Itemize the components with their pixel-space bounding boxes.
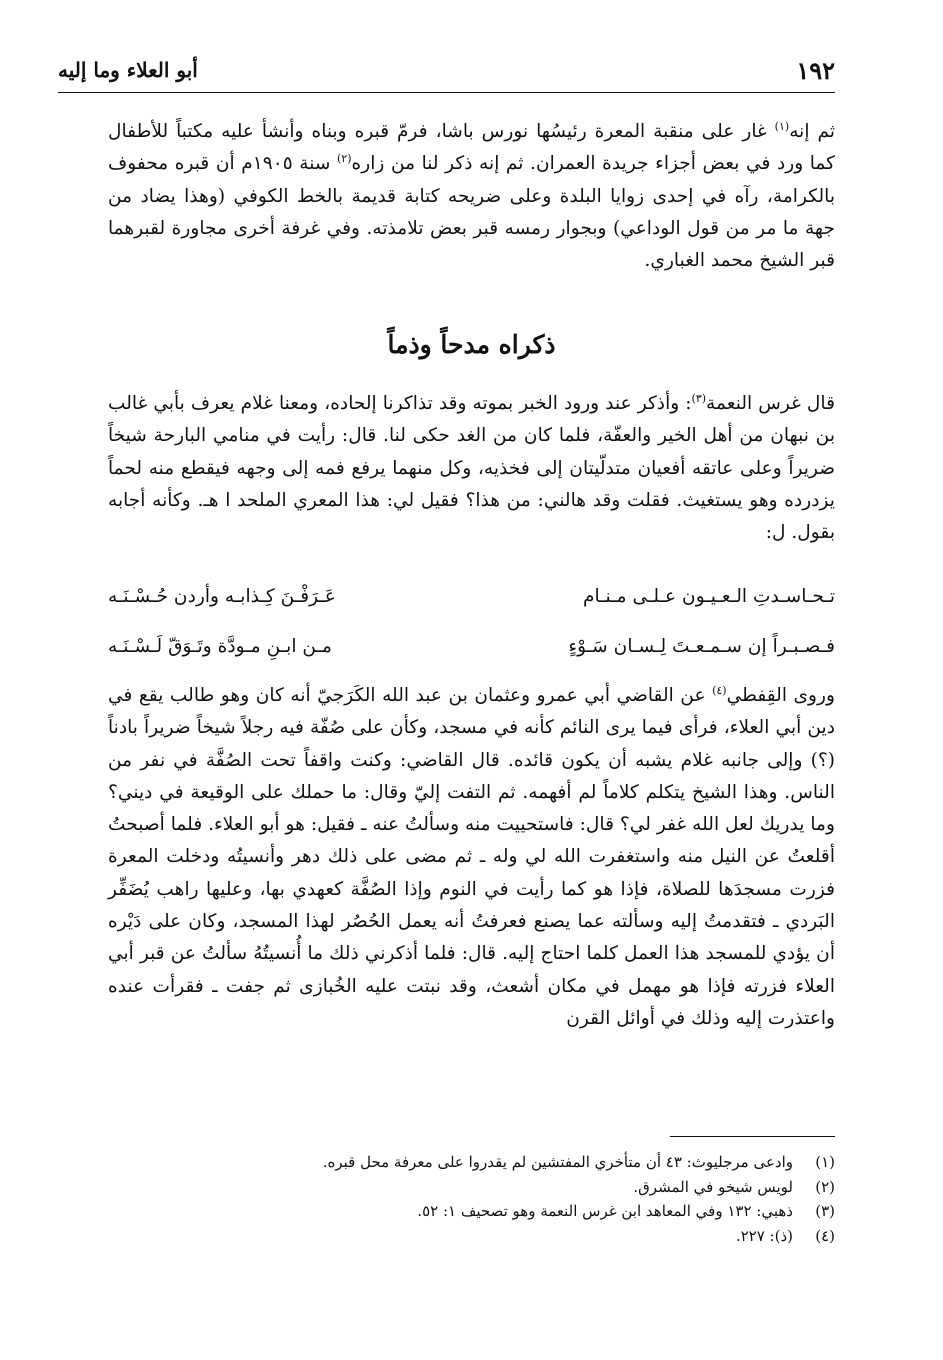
- paragraph-text: وروى القِفطي$^{(٤)}$ عن القاضي أبي عمرو وعثمان بن عبد الله الكَرَجيّ أنه كان وهو طالب يقع في دين أبي العلاء، فرأى فيما يرى النائم كأنه في مسجد، وكأن على صُفّة فيه رجلاً شيخاً ضريراً بادناً (؟) وإلى جانبه غلام يشبه أن يكون قائده. قال القاضي: وكنت واقفاً تحت الصُفَّة في نفر من الناس. وهذا الشيخ يتكلم كلاماً لم أفهمه. ثم التفت إليّ وقال: ما حملك على الوقيعة في ديني؟ وما يدريك لعل الله غفر لي؟ قال: فاستحييت منه وسألتُ عنه ـ فقيل: هو أبو العلاء. فلما أصبحتُ أقلعتُ عن النيل منه واستغفرت الله لي وله ـ ثم مضى على ذلك دهر وأنسيتُه ودخلت المعرة فزرت مسجدَها للصلاة، فإذا هو كما رأيت في النوم وإذا الصُفَّة كعهدي بها، وعليها راهب يُضَفِّر البَردي ـ فتقدمتُ إليه وسألته عما يصنع فعرفتُ أنه يعمل الحُصُر لهذا المسجد، وكان على دَيْره أن يؤدي للمسجد هذا العمل كلما احتاج إليه. قال: فلما أذكرني ذلك ما أُنسيتُهُ سألتُ عن قبر أبي العلاء فزرته فإذا هو مهمل في مكان أشعث، وقد نبتت عليه الخُبازى ثم جفت ـ فقرأت عنده واعتذرت إليه وذلك في أوائل القرن: [108, 683, 835, 1029]
- verse-second-hemistich: مـن ابـنِ مـودَّة وتَـوَقّ لَـسْـنَـه: [108, 636, 332, 657]
- paragraph-qifti: [108, 680, 835, 1035]
- footnote-divider: [670, 1136, 835, 1137]
- section-heading: ذكراه مدحاً وذماً: [387, 330, 556, 359]
- footnote-text: ذهبي: ١٣٢ وفي المعاهد ابن غرس النعمة وهو تصحيف ١: ٥٢.: [417, 1202, 793, 1220]
- book-title: أبو العلاء وما إليه: [58, 58, 198, 82]
- paragraph-tomb: [108, 116, 835, 277]
- footnote-number: (٢): [815, 1177, 835, 1196]
- footnote-ref: (٤): [712, 683, 727, 697]
- footnote-ref: (٢): [337, 152, 352, 166]
- running-head: [58, 52, 835, 93]
- footnote: [108, 1199, 835, 1224]
- verse-line: [108, 586, 835, 618]
- verse-line: [108, 636, 835, 668]
- footnote: [108, 1150, 835, 1175]
- paragraph-dream: [108, 388, 835, 549]
- verse-second-hemistich: عَـرَفْـنَ كِـذابـه وأردن حُـسْـنَـه: [108, 586, 336, 607]
- footnote-ref: (٣): [691, 391, 707, 405]
- paragraph-text: ثم إنه$^{(١)}$ غار على منقبة المعرة رئيسُها نورس باشا، فرمّ قبره وبناه وأنشأ عليه مكتباً للأطفال كما ورد في بعض أجزاء جريدة العمران. ثم إنه ذكر لنا من زاره$^{(٢)}$ سنة ١٩٠٥م أن قبره محفوف بالكرامة، رآه في إحدى زوايا البلدة وعلى ضريحه كتابة قديمة بالخط الكوفي (وهذا يضاد من جهة ما مر من قول الوداعي) وبجوار رمسه قبر بعض تلامذته. وفي غرفة أخرى مجاورة لقبرهما قبر الشيخ محمد الغباري.: [108, 119, 836, 272]
- footnote-number: (٣): [815, 1202, 835, 1220]
- paragraph-text: قال غرس النعمة$^{(٣)}$: وأذكر عند ورود الخبر بموته وقد تذاكرنا إلحاده، ومعنا غلام يعرف بأبي غالب بن نبهان من أهل الخير والعفّة، فلما كان من الغد حكى لنا. قال: رأيت في منامي البارحة شيخاً ضريراً وعلى عاتقه أفعيان متدلّيتان إلى فخذيه، وكل منهما يرفع فمه إلى وجهه فيقطع منه لحماً يزدرده وهو يستغيث. فقلت وقد هالني: من هذا؟ فقيل لي: هذا المعري الملحد ا هـ. وكأنه أجابه بقول. ل:: [108, 391, 835, 544]
- footnotes: [108, 1150, 835, 1248]
- verse-first-hemistich: فـصـبـراً إن سـمـعـتَ لِـسـان سَـوْءٍ: [568, 636, 835, 657]
- verse-first-hemistich: تـحـاسـدتِ الـعـيـون عـلـى مـنـام: [582, 586, 835, 607]
- footnote-text: (ذ): ٢٢٧.: [735, 1226, 793, 1245]
- footnote: [108, 1224, 835, 1249]
- footnote-ref: (١): [774, 119, 790, 133]
- footnote-number: (١): [815, 1153, 835, 1171]
- footnote: [108, 1175, 835, 1200]
- page-number: ١٩٢: [796, 56, 835, 85]
- footnote-number: (٤): [815, 1226, 835, 1245]
- footnote-text: وادعى مرجليوث: ٤٣ أن متأخري المفتشين لم يقدروا على معرفة محل قبره.: [322, 1153, 793, 1171]
- footnote-text: لويس شيخو في المشرق.: [633, 1177, 793, 1196]
